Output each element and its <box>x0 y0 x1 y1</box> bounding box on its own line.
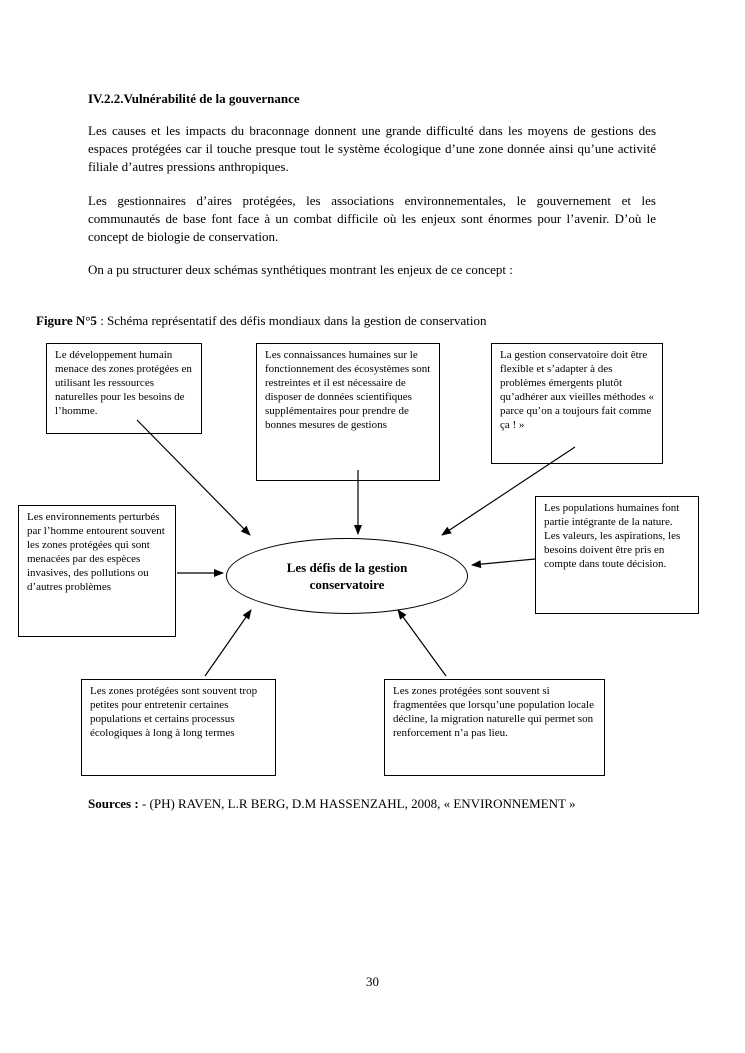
box-middle-left: Les environnements perturbés par l’homme entourent souvent les zones protégées qui sont menacées par des espèces invasives, des pollutions ou d’autres problèmes <box>18 505 176 637</box>
paragraph-3: On a pu structurer deux schémas synthétiques montrant les enjeux de ce concept : <box>88 262 513 277</box>
box-bottom-right: Les zones protégées sont souvent si fragmentées que lorsqu’une population locale décline, la migration naturelle qui permet son renforcement n’a pas lieu. <box>384 679 605 776</box>
figure-label: Figure N°5 <box>36 313 97 328</box>
paragraph-2: Les gestionnaires d’aires protégées, les associations environnementales, le gouvernement et les communautés de base font face à un combat difficile où les enjeux sont énormes pour l’avenir. D’où le concept de biologie de conservation. <box>88 193 656 244</box>
figure-caption-text: : Schéma représentatif des défis mondiaux dans la gestion de conservation <box>96 313 487 328</box>
page-number: 30 <box>366 974 379 989</box>
arrow-from-middle-right <box>472 559 535 565</box>
arrow-from-bottom-right <box>398 610 446 676</box>
paragraph-1: Les causes et les impacts du braconnage donnent une grande difficulté dans les moyens de gestions des espaces protégées car il touche presque tout le système écologique d’une zone donnée ainsi qu’une activité filiale d’autres pressions anthropiques. <box>88 123 656 174</box>
box-middle-right: Les populations humaines font partie intégrante de la nature. Les valeurs, les aspirations, les besoins doivent être pris en compte dans toute décision. <box>535 496 699 614</box>
arrow-from-top-left <box>137 420 250 535</box>
box-top-left: Le développement humain menace des zones protégées en utilisant les ressources naturelles pour les besoins de l’homme. <box>46 343 202 434</box>
arrow-from-bottom-left <box>205 610 251 676</box>
box-top-right: La gestion conservatoire doit être flexible et s’adapter à des problèmes émergents plutôt qu’adhérer aux vieilles méthodes « parce qu’on a toujours fait comme ça ! » <box>491 343 663 464</box>
box-bottom-left: Les zones protégées sont souvent trop petites pour entretenir certaines populations et certains processus écologiques à long à long termes <box>81 679 276 776</box>
section-heading: IV.2.2.Vulnérabilité de la gouvernance <box>88 91 300 106</box>
sources-text: - (PH) RAVEN, L.R BERG, D.M HASSENZAHL, 2008, « ENVIRONNEMENT » <box>138 796 576 811</box>
sources-label: Sources : <box>88 796 139 811</box>
arrow-from-top-right <box>442 447 575 535</box>
sources-line <box>88 796 576 812</box>
box-top-center: Les connaissances humaines sur le fonctionnement des écosystèmes sont restreintes et il est nécessaire de disposer de données scientifiques supplémentaires pour prendre de bonnes mesures de gestions <box>256 343 440 481</box>
center-ellipse-label: Les défis de la gestion conservatoire <box>286 560 408 592</box>
